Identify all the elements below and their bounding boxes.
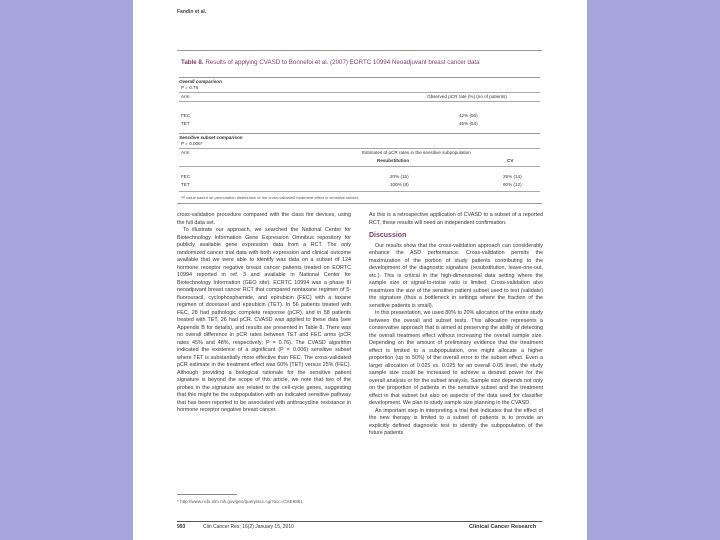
journal-brand: Clinical Cancer Research xyxy=(469,524,537,530)
overall-p-value: P = 0.76 xyxy=(181,85,199,90)
body-paragraph: In this presentation, we used 80% to 20% allocation of the entire study between the overall and subset tests. This allocation represents a conservative approach that is aimed at preserving the ability of detecting the overall treatment effect without increasing the overall sample size. Depending on the amount of preliminary evidence that the treatment effect is limited to a subpopulation, one might allocate a higher proportion (up to 50%) of the overall error to the subset effect. Even a larger allocation of 0.025 vs. 0.025 for an overall 0.05 level, the study sample size could be increased to achieve a desired power for the overall analysis or for the subset analysis. Sample size depends not only on the proportion of patients in the sensitive subset and the treatment effect in that subset but also on aspects of the data used for classifier development. We plan to study sample size planning in the CVASD. xyxy=(369,310,543,406)
table-rule xyxy=(179,92,540,93)
overall-heading: Overall comparison xyxy=(179,77,540,84)
overall-row-rate: 42% (56) xyxy=(459,113,478,118)
sensitive-p-value: P = 0.006* xyxy=(181,141,203,146)
sensitive-col-resub: Resubstitution xyxy=(377,158,410,163)
sensitive-row-arm: TET xyxy=(181,182,190,187)
overall-row-rate: 45% (54) xyxy=(459,121,478,126)
body-paragraph: As this is a retrospective application of CVASD to a subset of a reported RCT, these results will need an independent confirmation. xyxy=(369,212,543,226)
sensitive-col-estimates: Estimates of pCR rates in the sensitive subpopulation xyxy=(362,150,471,155)
discussion-heading: Discussion xyxy=(369,232,407,239)
footnote-url: ⁵ http://www.ncbi.nlm.nih.gov/geo/query/acc.cgi?acc=GSE6861 xyxy=(177,499,303,504)
sensitive-row-cv: 25% (14) xyxy=(503,174,522,179)
footer-rule xyxy=(177,521,542,522)
table-label: Table 8. xyxy=(181,59,204,66)
overall-col-arm: Arm xyxy=(181,94,190,99)
table-caption xyxy=(181,59,536,67)
table-title: Results of applying CVASD to Bonnefoi et al. (2007) EORTC 10994 Neoadjuvant breast cancer data xyxy=(205,59,480,66)
overall-row-arm: TET xyxy=(181,121,190,126)
right-column xyxy=(369,212,543,438)
left-column xyxy=(177,212,351,415)
sensitive-col-cv: CV xyxy=(507,158,514,163)
footnote-rule xyxy=(177,494,237,495)
body-paragraph: cross-validation procedure compared with the class fire devices, using the full data set. xyxy=(177,212,351,226)
page-number: 993 xyxy=(177,524,186,530)
results-table xyxy=(177,50,542,204)
table-rule xyxy=(179,101,540,102)
sensitive-row-resub: 20% (15) xyxy=(390,174,409,179)
table-footnote: *P value based on permutation distribution of the cross-validated treatment effect in sensitive subset. xyxy=(181,195,359,200)
body-paragraph: Our results show that the cross-validation approach can considerably enhance the ASD performance. Cross-validation permits the maximization of the portion of study patients contributing to the development of the diagnostic signature (resubstitution, leave-one-out, etc.). This is critical in the high-dimensional data setting where the sample size or signal-to-noise ratio is limited. Cross-validation also maximizes the size of the sensitive patient subset used to test (validate) the signature (thus a bottleneck in settings where the fraction of the sensitive patients is small). xyxy=(369,242,543,309)
sensitive-row-resub: 100% (8) xyxy=(390,182,409,187)
overall-col-rate: Observed pCR rate (%) (no of patients) xyxy=(427,94,507,99)
body-paragraph: An important step in interpreting a trial that indicates that the effect of the new therapy is limited to a subset of patients is to provide an explicitly defined diagnostic test to identify the subpopulation of the future patients xyxy=(369,407,543,436)
paper-page xyxy=(133,0,587,540)
overall-row-arm: FEC xyxy=(181,113,191,118)
body-paragraph: To illustrate our approach, we searched the National Center for Biotechnology Information Gene Expression Omnibus repository for publicly available gene expression data from a RCT. The only randomized cancer trial data with both expression and clinical outcome available that we were able to identify was data on a subset of 124 hormone receptor negative breast cancer patients treated on EORTC 10994 reported in ref. 3 and available in National Center for Biotechnology Information (GEO site). ECRTC 10994 was a phase III neoadjuvant breast cancer RCT that compared nontaxane regimen of 5-fluorouracil, cyclophosphamide, and epirubicin (FEC) with a taxane regimen of docetaxel and epirubicin (TET). In 56 patients treated with FEC, 28 had pathologic complete response (pCR), and in 58 patients treated with TET, 26 had pCR. CVASD was applied to these data (see Appendix B for details), and results are presented in Table 8. There was no overall difference in pCR rates between TET and FEC arms (pCR rates 45% and 48%, respectively; P = 0.76). The CVASD algorithm indicated the existence of a significant (P = 0.006) sensitive subset where TET is substantially more effective than FEC. The cross-validated pCR estimate in the treatment effect was 60% (TET) versus 25% (FEC). Although providing a biological rationale for the sensitive patient signature is beyond the scope of this article, we note that two of the probes in the signature are related to the cell-cycle genes, suggesting that this might be the subpopulation with an indicated sensitive pathway that has been reported to be associated with anthracycline resistance in hormone receptor negative breast cancer. xyxy=(177,227,351,413)
journal-citation: Clin Cancer Res; 16(2) January 15, 2010 xyxy=(203,524,294,530)
table-rule xyxy=(179,191,540,192)
sensitive-col-arm: Arm xyxy=(181,150,190,155)
table-rule xyxy=(179,166,540,167)
running-head: Fandin et al. xyxy=(177,9,207,15)
sensitive-row-cv: 60% (12) xyxy=(503,182,522,187)
sensitive-row-arm: FEC xyxy=(181,174,191,179)
table-rule xyxy=(179,148,540,149)
sensitive-heading: Sensitive subset comparison xyxy=(179,133,540,140)
